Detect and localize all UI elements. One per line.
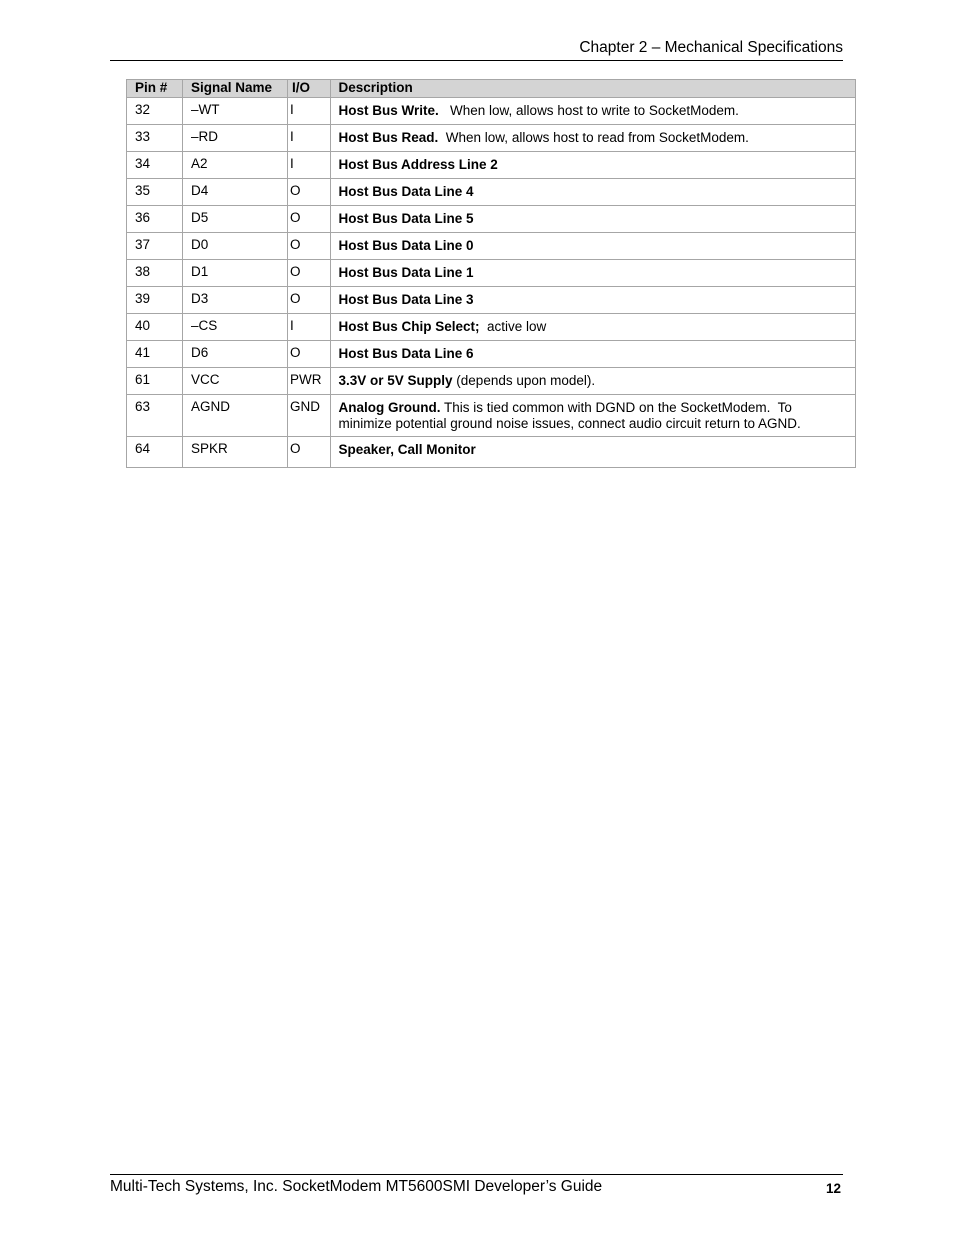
signal-name-cell: –RD (183, 125, 288, 152)
pin-cell: 63 (127, 395, 183, 437)
pin-description-table (126, 79, 856, 468)
pin-cell: 41 (127, 341, 183, 368)
io-cell: PWR (288, 368, 331, 395)
pin-cell: 39 (127, 287, 183, 314)
column-header-io: I/O (288, 80, 331, 98)
description-cell (330, 395, 856, 437)
table-row (127, 233, 856, 260)
footer-title: Multi-Tech Systems, Inc. SocketModem MT5600SMI Developer’s Guide (110, 1178, 603, 1195)
description-term: Host Bus Data Line 6 (338, 346, 474, 361)
description-cell (330, 98, 856, 125)
table-row (127, 179, 856, 206)
description-text: active low (479, 319, 547, 334)
description-term: Host Bus Write. (338, 103, 439, 118)
pin-cell: 36 (127, 206, 183, 233)
table-body (127, 98, 856, 468)
io-cell: I (288, 314, 331, 341)
table-row (127, 395, 856, 437)
column-header-description: Description (330, 80, 856, 98)
io-cell: I (288, 152, 331, 179)
signal-name-cell: AGND (183, 395, 288, 437)
description-cell (330, 206, 856, 233)
description-cell (330, 179, 856, 206)
io-cell: O (288, 437, 331, 468)
description-cell (330, 341, 856, 368)
io-cell: GND (288, 395, 331, 437)
io-cell: O (288, 233, 331, 260)
signal-name-cell: D4 (183, 179, 288, 206)
pin-cell: 33 (127, 125, 183, 152)
description-cell (330, 233, 856, 260)
pin-cell: 61 (127, 368, 183, 395)
description-cell (330, 314, 856, 341)
description-text: When low, allows host to write to SocketModem. (438, 103, 739, 118)
table-row (127, 341, 856, 368)
io-cell: O (288, 179, 331, 206)
io-cell: I (288, 125, 331, 152)
signal-name-cell: D3 (183, 287, 288, 314)
signal-name-cell: –WT (183, 98, 288, 125)
description-term: Host Bus Data Line 4 (338, 184, 474, 199)
pin-cell: 32 (127, 98, 183, 125)
running-header (110, 38, 843, 61)
signal-name-cell: D0 (183, 233, 288, 260)
description-cell (330, 152, 856, 179)
io-cell: O (288, 260, 331, 287)
signal-name-cell: –CS (183, 314, 288, 341)
column-header-pin: Pin # (127, 80, 183, 98)
io-cell: O (288, 341, 331, 368)
description-term: Analog Ground. (338, 400, 441, 415)
table-row (127, 437, 856, 468)
description-cell (330, 260, 856, 287)
description-term: 3.3V or 5V Supply (338, 373, 453, 388)
description-text: When low, allows host to read from SocketModem. (438, 130, 749, 145)
page-number: 12 (825, 1181, 841, 1196)
table-row (127, 314, 856, 341)
description-cell (330, 368, 856, 395)
table-row (127, 98, 856, 125)
description-term: Host Bus Read. (338, 130, 439, 145)
description-cell (330, 125, 856, 152)
pin-cell: 35 (127, 179, 183, 206)
description-text: (depends upon model). (452, 373, 596, 388)
description-cell (330, 287, 856, 314)
description-term: Host Bus Data Line 3 (338, 292, 474, 307)
table-header-row (127, 80, 856, 98)
io-cell: I (288, 98, 331, 125)
table-row (127, 152, 856, 179)
description-term: Host Bus Data Line 0 (338, 238, 474, 253)
signal-name-cell: D6 (183, 341, 288, 368)
pin-cell: 40 (127, 314, 183, 341)
pin-cell: 38 (127, 260, 183, 287)
io-cell: O (288, 206, 331, 233)
description-term: Host Bus Data Line 5 (338, 211, 474, 226)
io-cell: O (288, 287, 331, 314)
pin-cell: 64 (127, 437, 183, 468)
signal-name-cell: A2 (183, 152, 288, 179)
description-cell (330, 437, 856, 468)
signal-name-cell: SPKR (183, 437, 288, 468)
description-term: Speaker, Call Monitor (338, 442, 476, 457)
table-row (127, 260, 856, 287)
pin-cell: 34 (127, 152, 183, 179)
running-footer (110, 1174, 843, 1196)
description-text: This is tied common with DGND on the SocketModem. To minimize potential ground noise issues, connect audio circuit return to AGND. (338, 400, 801, 431)
signal-name-cell: D1 (183, 260, 288, 287)
table-row (127, 125, 856, 152)
chapter-title: Chapter 2 – Mechanical Specifications (579, 39, 843, 56)
pin-cell: 37 (127, 233, 183, 260)
signal-name-cell: VCC (183, 368, 288, 395)
column-header-signal-name: Signal Name (183, 80, 288, 98)
description-term: Host Bus Address Line 2 (338, 157, 498, 172)
table-row (127, 287, 856, 314)
table-row (127, 206, 856, 233)
description-term: Host Bus Data Line 1 (338, 265, 474, 280)
signal-name-cell: D5 (183, 206, 288, 233)
description-term: Host Bus Chip Select; (338, 319, 480, 334)
table-row (127, 368, 856, 395)
